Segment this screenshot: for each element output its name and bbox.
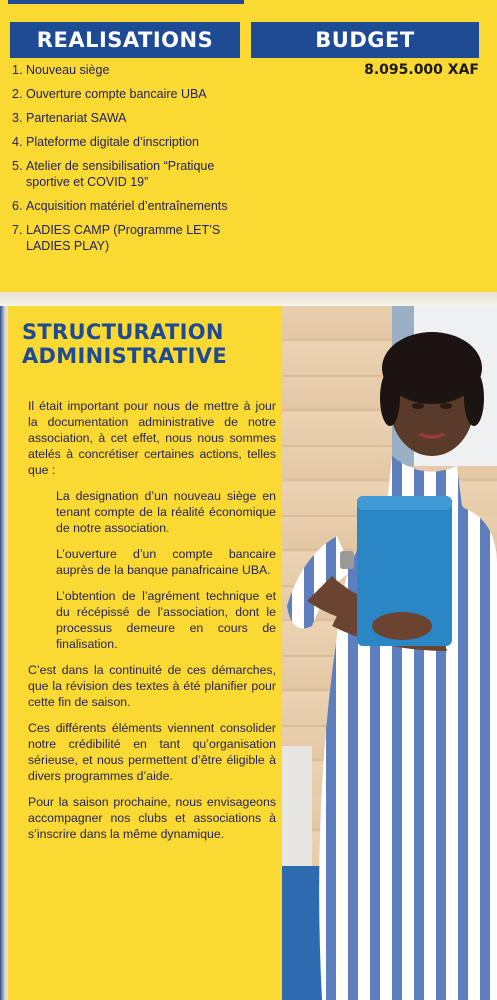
woman-holding-notebook-photo bbox=[282, 306, 497, 1000]
item-text: Partenariat SAWA bbox=[26, 111, 127, 125]
section-title bbox=[22, 320, 272, 368]
action-paragraph: La designation d’un nouveau siège en tenant compte de la réalité économique de notre association. bbox=[56, 489, 276, 535]
item-number: 3. bbox=[12, 111, 23, 125]
body-paragraph: Pour la saison prochaine, nous envisageons accompagner nos clubs et associations à s’inscrire dans la même dynamique. bbox=[28, 795, 276, 841]
section-title-line2: ADMINISTRATIVE bbox=[22, 344, 227, 368]
realisations-heading: REALISATIONS bbox=[10, 22, 240, 58]
item-text: Acquisition matériel d’entraînements bbox=[26, 199, 228, 213]
section-body bbox=[28, 398, 276, 852]
photo-illustration bbox=[282, 306, 497, 1000]
realisations-budget-card bbox=[0, 0, 497, 292]
item-number: 5. bbox=[12, 159, 23, 173]
item-number: 1. bbox=[12, 63, 23, 77]
action-paragraph: L’obtention de l’agrément technique et du récépissé de l’association, dont le processus demeure en cours de finalisation. bbox=[56, 589, 276, 651]
section-title-line1: STRUCTURATION bbox=[22, 320, 224, 344]
list-item bbox=[12, 110, 244, 126]
item-number: 6. bbox=[12, 199, 23, 213]
list-item bbox=[12, 198, 244, 214]
item-number: 7. bbox=[12, 223, 23, 237]
left-photo-edge bbox=[0, 306, 8, 1000]
action-paragraph: L’ouverture d’un compte bancaire auprès de la banque panafricaine UBA. bbox=[56, 547, 276, 577]
intro-paragraph: Il était important pour nous de mettre à jour la documentation administrative de notre association, à cet effet, nous nous sommes atelés à concrétiser certaines actions, telles que : bbox=[28, 399, 276, 477]
list-item bbox=[12, 62, 244, 78]
list-item bbox=[12, 86, 244, 102]
item-number: 2. bbox=[12, 87, 23, 101]
card-shadow bbox=[0, 292, 497, 306]
list-item bbox=[12, 134, 244, 150]
body-paragraph: C’est dans la continuité de ces démarches, que la révision des textes à été planifier pour cette fin de saison. bbox=[28, 663, 276, 709]
structuration-panel bbox=[8, 306, 282, 1000]
top-accent-stripe bbox=[8, 0, 244, 4]
item-text: Plateforme digitale d’inscription bbox=[26, 135, 200, 149]
item-number: 4. bbox=[12, 135, 23, 149]
item-text: Atelier de sensibilisation “Pratique sportive et COVID 19” bbox=[26, 159, 215, 189]
budget-amount: 8.095.000 XAF bbox=[364, 62, 479, 78]
list-item bbox=[12, 222, 244, 254]
budget-heading: BUDGET bbox=[251, 22, 479, 58]
structuration-section bbox=[0, 306, 497, 1000]
realisations-list bbox=[12, 62, 244, 262]
body-paragraph: Ces différents éléments viennent consolider notre crédibilité en tant qu’organisation sérieuse, et nous permettent d’être éligible à divers programmes d’aide. bbox=[28, 721, 276, 783]
item-text: Ouverture compte bancaire UBA bbox=[26, 87, 207, 101]
item-text: Nouveau siège bbox=[26, 63, 110, 77]
list-item bbox=[12, 158, 244, 190]
item-text: LADIES CAMP (Programme LET’S LADIES PLAY) bbox=[26, 223, 221, 253]
